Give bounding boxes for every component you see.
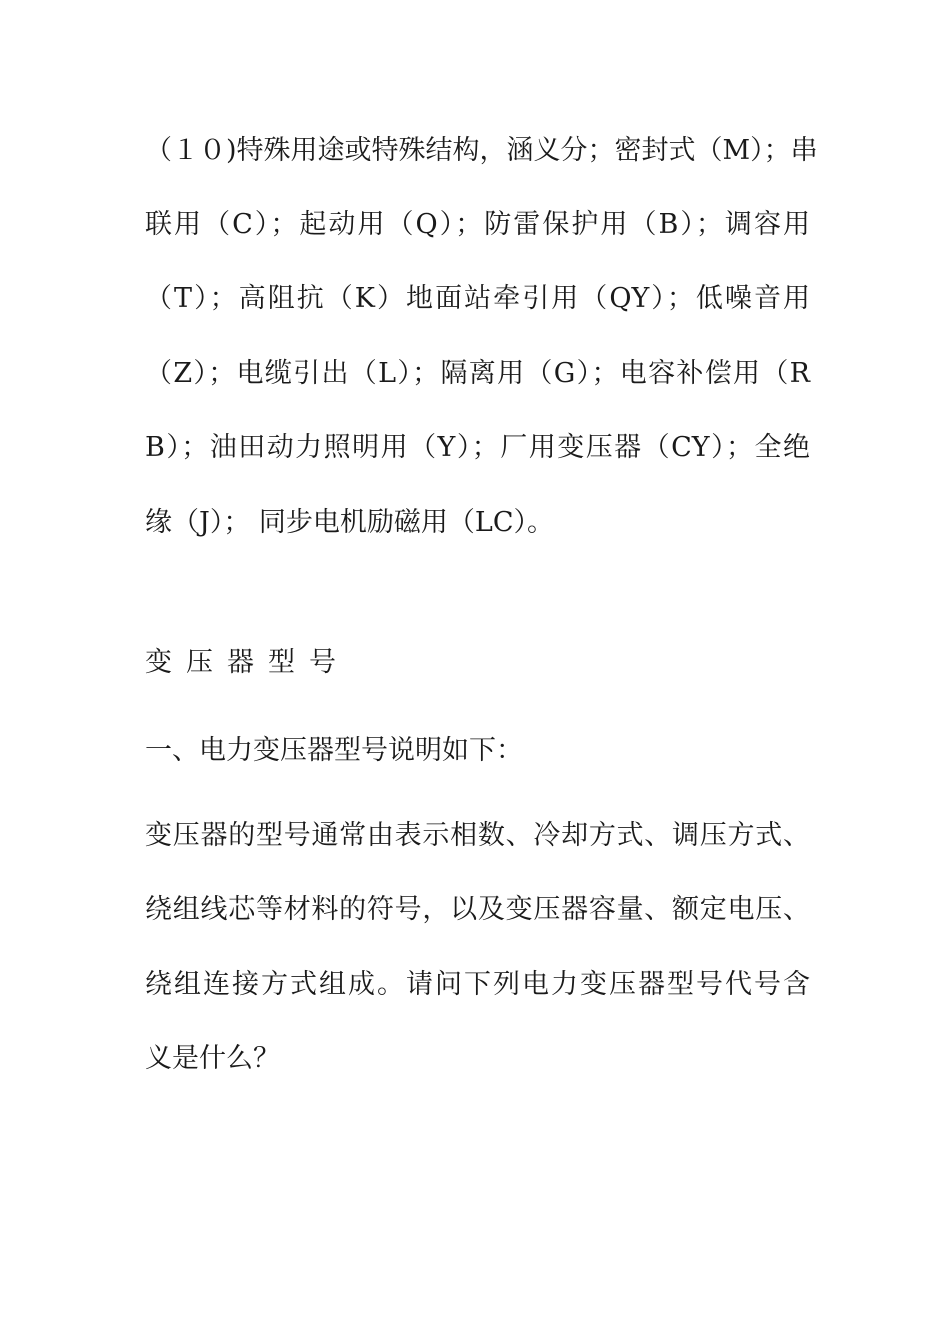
paragraph-1-line-3: （T）；高阻抗（K）地面站牵引用（QY）；低噪音用 <box>145 283 810 314</box>
paragraph-1-line-2: 联用（C）；起动用（Q）；防雷保护用（B）；调容用 <box>145 209 810 240</box>
paragraph-2-line-1: 变压器的型号通常由表示相数、冷却方式、调压方式、 <box>145 820 810 851</box>
section-title: 变压器型号 <box>145 647 350 678</box>
paragraph-1-line-5: B）；油田动力照明用（Y）；厂用变压器（CY）；全绝 <box>145 432 810 463</box>
paragraph-2-line-4: 义是什么？ <box>145 1043 280 1074</box>
paragraph-1-line-1: （１０)特殊用途或特殊结构，涵义分；密封式（M）；串 <box>145 135 818 166</box>
paragraph-2-line-3: 绕组连接方式组成。请问下列电力变压器型号代号含 <box>145 969 810 1000</box>
paragraph-1-line-4: （Z）；电缆引出（L）；隔离用（G）；电容补偿用（R <box>145 358 810 389</box>
subsection-title: 一、电力变压器型号说明如下： <box>145 735 523 766</box>
paragraph-1-line-6: 缘（J）； 同步电机励磁用（LC）。 <box>145 507 554 538</box>
paragraph-2-line-2: 绕组线芯等材料的符号，以及变压器容量、额定电压、 <box>145 894 810 925</box>
